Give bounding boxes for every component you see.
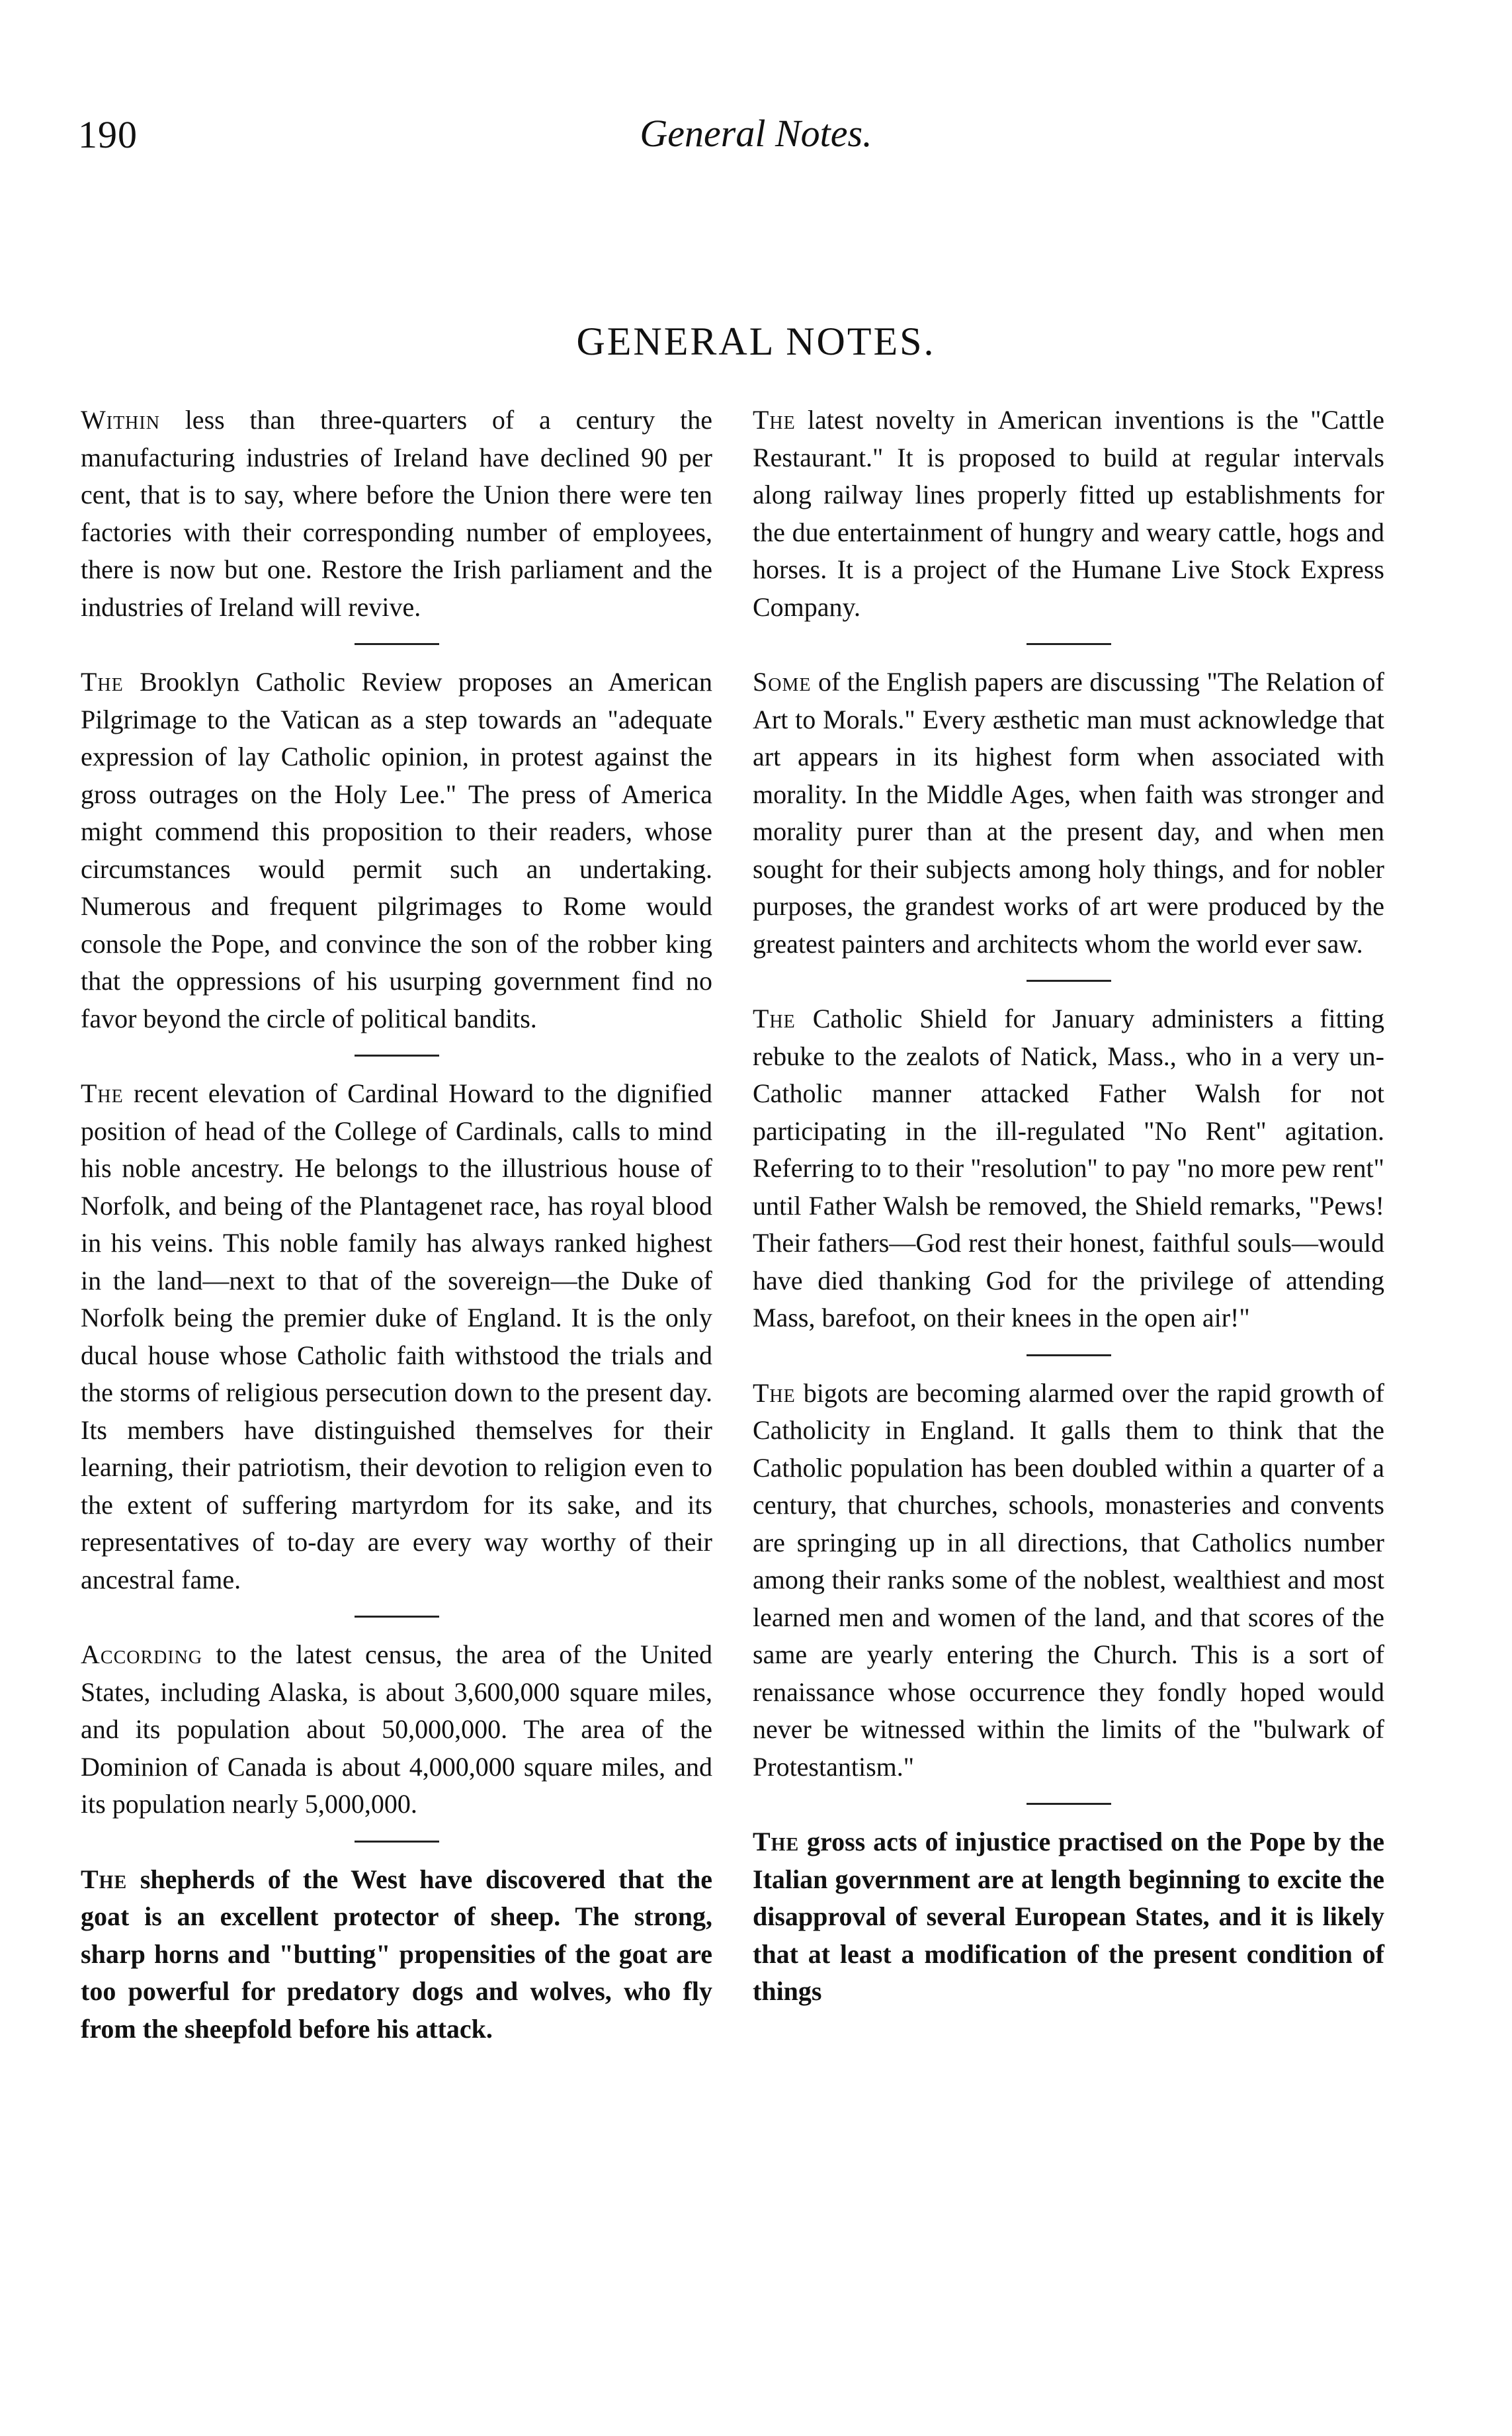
note-text: recent elevation of Cardinal Howard to the dignified position of head of the College of Cardinals, calls to mind his noble ancestry. He belongs to the illustrious house of Norfolk, and being of the Plantagenet race, has royal blood in his veins. This noble family has always ranked highest in the land—next to that of the sovereign—the Duke of Norfolk being the premier duke of England. It is the only ducal house whose Catholic faith withstood the trials and the storms of religious persecution down to the present day. Its members have distinguished themselves for their learning, their patriotism, their devotion to religion even to the extent of suffering martyrdom for its sake, and its representatives of to-day are every way worthy of their ancestral fame.	[81, 1078, 712, 1594]
note-paragraph	[81, 1075, 712, 1598]
note-text: bigots are becoming alarmed over the rapid growth of Catholicity in England. It galls them to think that the Catholic population has been doubled within a quarter of a century, that churches, schools, monasteries and convents are springing up in all directions, that Catholics number among their ranks some of the noblest, wealthiest and most learned men and women of the land, and that scores of the same are yearly entering the Church. This is a sort of renaissance whose occurrence they fondly hoped would never be witnessed within the limits of the "bulwark of Protestantism."	[753, 1377, 1384, 1782]
note-text: to the latest census, the area of the United States, including Alaska, is about 3,600,000 square miles, and its population about 50,000,000. The area of the Dominion of Canada is about 4,000,000 square miles, and its population nearly 5,000,000.	[81, 1639, 712, 1819]
note-paragraph	[81, 664, 712, 1037]
note-separator	[1027, 1803, 1111, 1805]
note-lead: The	[753, 405, 796, 435]
note-paragraph	[753, 664, 1384, 963]
right-column	[753, 402, 1384, 2011]
note-lead: The	[81, 1078, 124, 1108]
note-lead: The	[81, 1864, 128, 1894]
page-number: 190	[78, 113, 138, 156]
note-paragraph	[753, 1000, 1384, 1337]
note-lead: The	[753, 1827, 800, 1856]
section-title: GENERAL NOTES.	[576, 320, 936, 363]
running-title: General Notes.	[640, 112, 872, 155]
note-paragraph	[753, 402, 1384, 626]
note-separator	[355, 1055, 439, 1057]
left-column	[81, 402, 712, 2048]
note-separator	[1027, 980, 1111, 982]
note-separator	[355, 643, 439, 645]
note-paragraph	[753, 1375, 1384, 1786]
note-text: Catholic Shield for January administers a fitting rebuke to the zealots of Natick, Mass., who in a very un-Catholic manner attacked Father Walsh for not participating in the ill-regulated "No Rent" agitation. Referring to to their "resolution" to pay "no more pew rent" until Father Walsh be removed, the Shield remarks, "Pews! Their fathers—God rest their honest, faithful souls—would have died thanking God for the privilege of attending Mass, barefoot, on their knees in the open air!"	[753, 1004, 1384, 1332]
note-lead: The	[753, 1377, 796, 1408]
note-lead: Within	[81, 405, 160, 435]
note-separator	[355, 1616, 439, 1618]
note-lead: Some	[753, 667, 812, 697]
note-text: of the English papers are discussing "The Relation of Art to Morals." Every æsthetic man must acknowledge that art appears in its highest form when associated with morality. In the Middle Ages, when faith was stronger and morality purer than at the present day, and when men sought for their subjects among holy things, and for nobler purposes, the grandest works of art were produced by the greatest painters and architects whom the world ever saw.	[753, 667, 1384, 959]
note-lead: According	[81, 1639, 203, 1669]
note-separator	[355, 1841, 439, 1843]
note-lead: The	[753, 1004, 796, 1033]
note-separator	[1027, 643, 1111, 645]
note-text: gross acts of injustice practised on the Pope by the Italian government are at length beginning to excite the disapproval of several European States, and it is likely that at least a modification of the present condition of things	[753, 1827, 1384, 2006]
note-paragraph	[81, 1861, 712, 2048]
note-text: Brooklyn Catholic Review proposes an American Pilgrimage to the Vatican as a step towards an "adequate expression of lay Catholic opinion, in protest against the gross outrages on the Holy Lee." The press of America might commend this proposition to their readers, whose circumstances would permit such an undertaking. Numerous and frequent pilgrimages to Rome would console the Pope, and convince the son of the robber king that the oppressions of his usurping government find no favor beyond the circle of political bandits.	[81, 667, 712, 1033]
note-text: shepherds of the West have discovered that the goat is an excellent protector of sheep. The strong, sharp horns and "butting" propensities of the goat are too powerful for predatory dogs and wolves, who fly from the sheepfold before his attack.	[81, 1864, 712, 2044]
note-paragraph	[81, 402, 712, 626]
note-text: less than three-quarters of a century the manufacturing industries of Ireland have declined 90 per cent, that is to say, where before the Union there were ten factories with their corresponding number of employees, there is now but one. Restore the Irish parliament and the industries of Ireland will revive.	[81, 405, 712, 622]
note-paragraph	[81, 1636, 712, 1823]
note-lead: The	[81, 667, 124, 697]
note-separator	[1027, 1354, 1111, 1356]
note-text: latest novelty in American inventions is the "Cattle Restaurant." It is proposed to build at regular intervals along railway lines properly fitted up establishments for the due entertainment of hungry and weary cattle, hogs and horses. It is a project of the Humane Live Stock Express Company.	[753, 405, 1384, 622]
note-paragraph	[753, 1823, 1384, 2011]
